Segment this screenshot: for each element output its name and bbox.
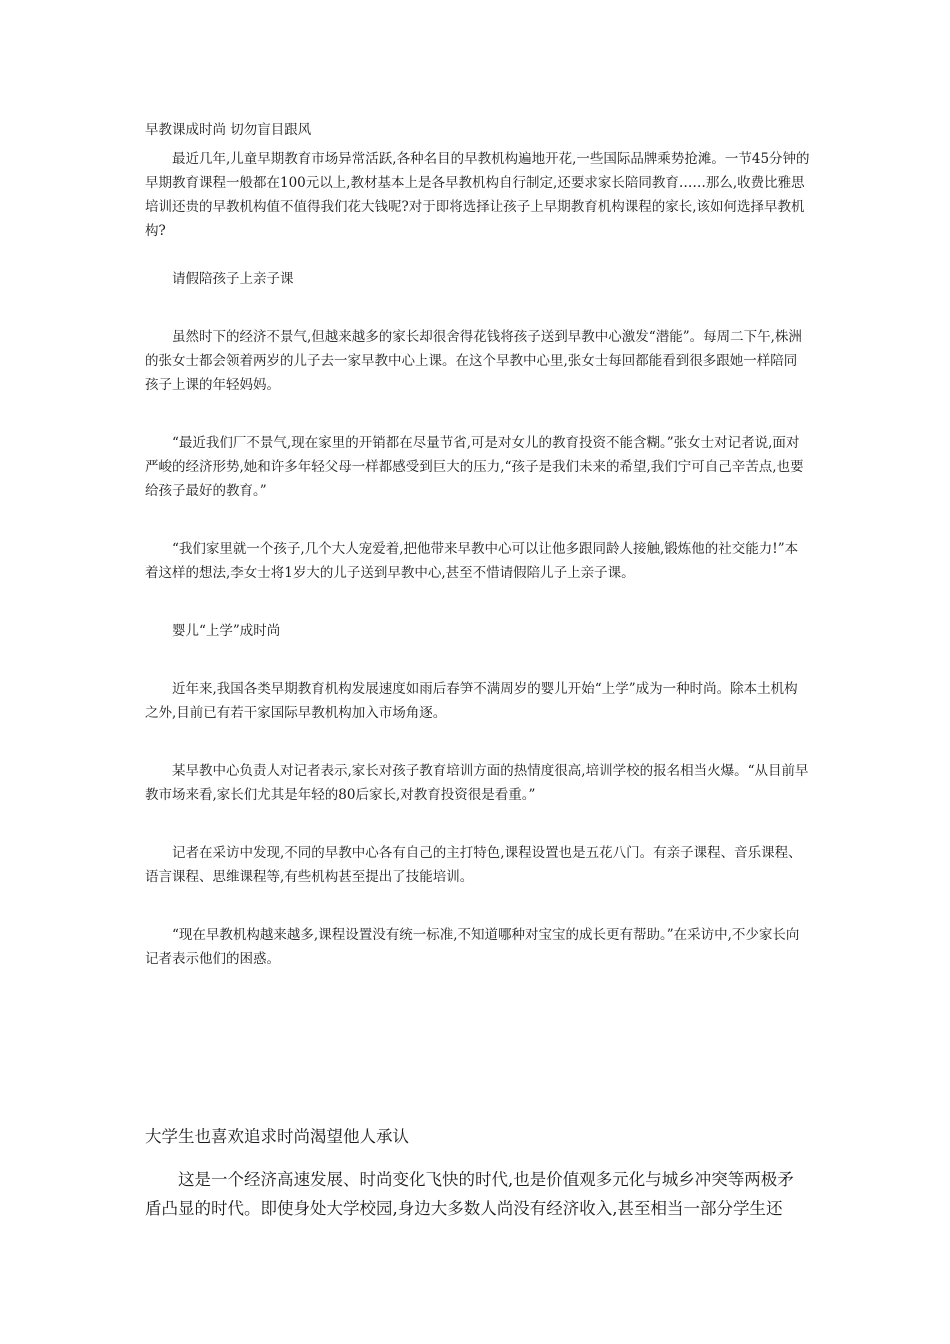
section-heading-infant-school: 婴儿“上学”成时尚 bbox=[172, 623, 281, 639]
section-heading-parent-leave: 请假陪孩子上亲子课 bbox=[172, 271, 294, 287]
paragraph: 近年来,我国各类早期教育机构发展速度如雨后春笋不满周岁的婴儿开始“上学”成为一种时尚。除本土机构之外,目前已有若干家国际早教机构加入市场角逐。 bbox=[145, 681, 798, 721]
paragraph: 虽然时下的经济不景气,但越来越多的家长却很舍得花钱将孩子送到早教中心激发“潜能”。每周二下午,株洲的张女士都会领着两岁的儿子去一家早教中心上课。在这个早教中心里,张女士每回都能看到很多跟她一样陪同孩子上课的年轻妈妈。 bbox=[145, 329, 802, 393]
paragraph: “最近我们厂不景气,现在家里的开销都在尽量节省,可是对女儿的教育投资不能含糊。”张女士对记者说,面对严峻的经济形势,她和许多年轻父母一样都感受到巨大的压力,“孩子是我们未来的希望,我们宁可自己辛苦点,也要给孩子最好的教育。” bbox=[145, 435, 804, 499]
article-title: 早教课成时尚 切勿盲目跟风 bbox=[145, 122, 312, 138]
paragraph: “我们家里就一个孩子,几个大人宠爱着,把他带来早教中心可以让他多跟同龄人接触,锻炼他的社交能力!”本着这样的想法,李女士将1岁大的儿子送到早教中心,甚至不惜请假陪儿子上亲子课。 bbox=[145, 541, 799, 581]
paragraph-intro: 最近几年,儿童早期教育市场异常活跃,各种名目的早教机构遍地开花,一些国际品牌乘势抢滩。一节45分钟的早期教育课程一般都在100元以上,教材基本上是各早教机构自行制定,还要求家长陪同教育……那么,收费比雅思培训还贵的早教机构值不值得我们花大钱呢?对于即将选择让孩子上早期教育机构课程的家长,该如何选择早教机构? bbox=[145, 151, 810, 239]
paragraph: 记者在采访中发现,不同的早教中心各有自己的主打特色,课程设置也是五花八门。有亲子课程、音乐课程、语言课程、思维课程等,有些机构甚至提出了技能培训。 bbox=[145, 845, 802, 885]
article-title: 大学生也喜欢追求时尚渴望他人承认 bbox=[145, 1127, 409, 1146]
article-college-students bbox=[145, 1122, 810, 1223]
paragraph: 某早教中心负责人对记者表示,家长对孩子教育培训方面的热情度很高,培训学校的报名相当火爆。“从目前早教市场来看,家长们尤其是年轻的80后家长,对教育投资很是看重。” bbox=[145, 763, 809, 803]
paragraph: “现在早教机构越来越多,课程设置没有统一标准,不知道哪种对宝宝的成长更有帮助。”在采访中,不少家长向记者表示他们的困惑。 bbox=[145, 927, 800, 967]
paragraph: 这是一个经济高速发展、时尚变化飞快的时代,也是价值观多元化与城乡冲突等两极矛盾凸显的时代。即使身处大学校园,身边大多数人尚没有经济收入,甚至相当一部分学生还 bbox=[145, 1170, 794, 1218]
article-early-education bbox=[145, 118, 810, 971]
